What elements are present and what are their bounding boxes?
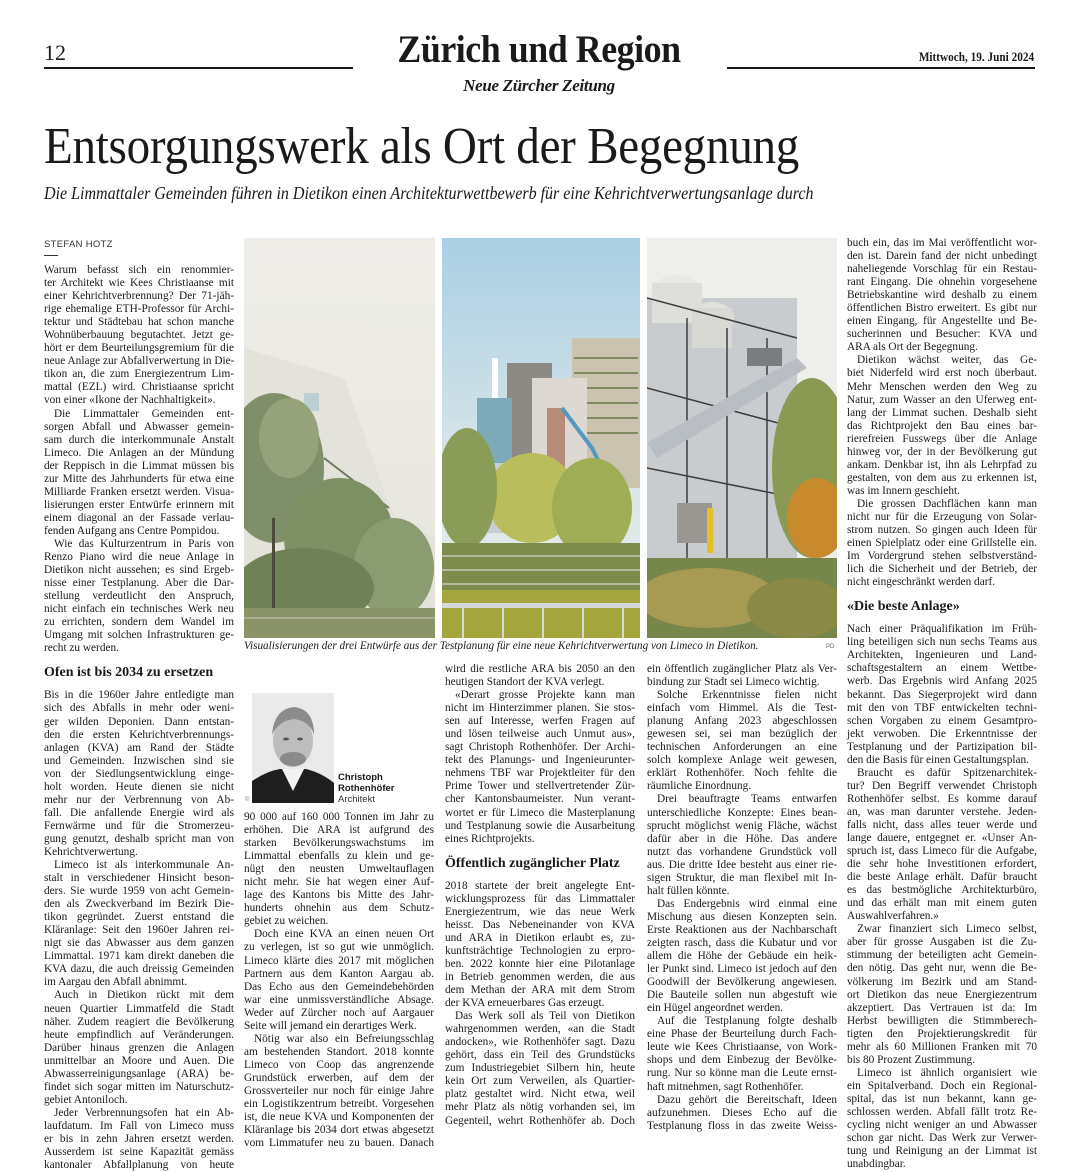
text-line: Limmattal ebenfalls zu klein und ge- <box>244 850 434 863</box>
image-caption: Visualisierungen der drei Entwürfe aus der Testplanung für eine neue Kehrichtverwertung von Limeco in Dietikon. <box>244 640 759 652</box>
text-line: neue Anlage zur Abfallverwertung in Die- <box>44 355 235 368</box>
text-line: öffentlichen Bistro erweitert. Es gibt nur <box>847 302 1037 315</box>
text-line: den ist. Darein fand der nicht unbedingt <box>847 250 1037 263</box>
text-line: Erste Reaktionen aus der Nachbarschaft <box>647 923 837 936</box>
text-line: Ausserdem ist seine Kapazität gemäss <box>44 1146 234 1159</box>
text-line: der Reppisch in die Limmat müssen bis <box>44 459 234 472</box>
text-column-1 <box>44 264 234 1172</box>
text-line: 2018 startete der breit angelegte Ent- <box>445 879 635 892</box>
text-line: 90 000 auf 160 000 Tonnen im Jahr zu <box>244 811 434 823</box>
text-line: Energiezentrum, wie das neue Werk <box>445 905 635 918</box>
text-line: anlagen (KVA) am Rand der Städte <box>44 741 234 754</box>
text-line: Rothenhöfer selbst. Es komme darauf <box>847 792 1037 805</box>
text-line: wird die restliche ARA bis 2050 an den <box>445 663 635 675</box>
text-line: gebiet zu weichen. <box>244 915 329 928</box>
text-line: Solche Erkenntnisse fielen nicht <box>657 689 837 702</box>
text-line: haft mitnehmen, sagt Rothenhöfer. <box>647 1080 804 1093</box>
text-line: wicklungsprozess für das Limmattaler <box>445 892 635 905</box>
text-line: nicht eingeschränkt werden darf. <box>847 576 996 589</box>
portrait-role: Architekt <box>338 794 375 805</box>
text-line: stellung verdeutlicht den Anspruch, <box>44 590 234 603</box>
text-line: Kläranlage: Seit den 1960er Jahren rei- <box>44 924 234 937</box>
text-line: KVA dazu, die auch dreissig Gemeinden <box>44 963 234 976</box>
text-line: Gegenteil, wehrt Rothenhöfer ab. Doch <box>445 1114 635 1127</box>
text-line: an, was man darunter verstehe. Jeden- <box>847 805 1037 818</box>
text-line: ort Dietikon das neue Energiezentrum <box>847 988 1037 1001</box>
text-line: strom nutzen. So gingen auch Ideen für <box>847 524 1037 537</box>
text-line: nicht nur für die Erzeugung von Solar- <box>847 510 1037 523</box>
text-line: nicht einfach ein technisches Werk neu <box>44 603 234 616</box>
byline-rule <box>44 255 58 256</box>
text-line: sam durch die interkommunale Anstalt <box>44 433 234 446</box>
text-line: Milliarde Franken ersetzt werden. Visua- <box>44 485 234 498</box>
text-line: war eine unmissverständliche Absage. <box>244 993 434 1006</box>
text-line: Limeco ist ähnlich organisiert wie <box>857 1066 1037 1079</box>
text-line: Herbst bewilligten die Stimmberech- <box>847 1014 1037 1027</box>
text-line: Limeco von Coop das angrenzende <box>244 1058 434 1071</box>
text-line: heisst. Das Nebeneinander von KVA <box>445 918 635 931</box>
text-line: laufdatum. Im Fall von Limeco muss <box>44 1119 234 1132</box>
subheading: Ofen ist bis 2034 zu ersetzen <box>44 665 214 681</box>
subheading: «Die beste Anlage» <box>847 599 960 615</box>
text-line: heutigen Standort der KVA verlegt. <box>445 676 605 689</box>
text-line: kunftsträchtige Technologien zu erpro- <box>445 944 635 957</box>
text-line: schen Vorgaben zu einem Gesamtpro- <box>847 714 1037 727</box>
text-line: heute empfindlich auf Veränderungen. <box>44 1028 234 1041</box>
text-line: dafür aber in die Höhe. Das andere <box>647 832 837 845</box>
text-line: einfach vom Himmel. Als die Test- <box>647 702 837 715</box>
text-line: ein öffentlich zugänglicher Platz als Ver- <box>647 663 837 675</box>
text-line: Drei beauftragte Teams entwarfen <box>657 793 837 806</box>
text-line: stimmung der beteiligten acht Gemein- <box>847 949 1037 962</box>
text-line: tigten den Projektierungskredit für <box>847 1027 1037 1040</box>
text-line: wahrgenommen werden, «an die Stadt <box>445 1023 635 1036</box>
text-line: neuen Quartier Limmatfeld die Stadt <box>44 1002 234 1015</box>
text-line: Im Vordergrund stehen selbstverständ- <box>847 550 1037 563</box>
text-line: ter Architekt wie Kees Christiaanse mit <box>44 277 234 290</box>
text-line: Zwar finanziert sich Limeco selbst, <box>857 923 1037 936</box>
text-line: rung. Nur so könne man die Leute ernst- <box>647 1067 837 1080</box>
text-line: halt füllen könnte. <box>647 884 730 897</box>
text-line: Testplanung und der Partizipation bil- <box>847 740 1037 753</box>
text-line: ein Hügel angeordnet werden. <box>647 1002 784 1015</box>
text-line: «Derart grosse Projekte kann man <box>455 689 635 702</box>
text-line: allem die Höhe der Gebäude ein heik- <box>647 950 837 963</box>
text-line: recht zu werden. <box>44 642 119 655</box>
text-line: den als Zweckverband im Bezirk Die- <box>44 898 234 911</box>
text-line: leute wie Kees Christiaanse, von Work- <box>647 1041 837 1054</box>
text-line: Grundstück erwerben, auf dem der <box>244 1071 434 1084</box>
text-line: sprucht möglichst wenig Fläche, wächst <box>647 819 837 832</box>
text-line: shops und dem Einbezug der Bevölke- <box>647 1054 837 1067</box>
text-line: einen Spielplatz oder eine Grillstelle ein. <box>847 537 1037 550</box>
visualization-panel-1 <box>244 238 435 638</box>
text-line: mehr als 60 Millionen Franken mit 70 <box>847 1040 1037 1053</box>
text-line: mehr nur der Verbrennung von Ab- <box>44 793 234 806</box>
text-line: vom Limmatufer neu zu bauen. Danach <box>244 1137 434 1150</box>
text-line: Die grossen Dachflächen kann man <box>857 497 1037 510</box>
text-line: Bis in die 1960er Jahre entledigte man <box>44 689 234 702</box>
text-line: Mischung aus diesen Konzepten sein. <box>647 910 837 923</box>
text-line: gebiet Antoniloch. <box>44 1093 128 1106</box>
text-line: nigt sie das Abwasser aus dem ganzen <box>44 937 234 950</box>
text-line: sorgen Abfall und Abwasser gemein- <box>44 420 234 433</box>
text-line: planung Anfang 2023 abgeschlossen <box>647 715 837 728</box>
text-line: von einer «Ikone der Nachhaltigkeit». <box>44 394 216 407</box>
text-line: Auch in Dietikon rückt mit dem <box>54 989 234 1002</box>
text-line: hinweg vor, der in der Bevölkerung gut <box>847 445 1037 458</box>
text-line: Die Limmattaler Gemeinden ent- <box>54 407 234 420</box>
text-line: Renzo Piano wird die neue Anlage in <box>44 551 234 564</box>
text-line: Dietikon nicht aussehen; es sind Ergeb- <box>44 564 234 577</box>
text-line: sagt Christoph Rothenhöfer. Der Archi- <box>445 741 635 754</box>
text-line: Jeder Verbrennungsofen hat ein Ab- <box>54 1106 234 1119</box>
text-line: Doch eine KVA an einen neuen Ort <box>254 928 434 941</box>
text-line: lisierungen erster Entwürfe erinnern mit <box>44 498 234 511</box>
text-line: am bestehenden Standort. 2018 konnte <box>244 1045 434 1058</box>
text-line: und Testplanung sowie die Ausarbeitung <box>445 819 635 832</box>
text-line: spruch ist, dass Limeco für die Aufgabe, <box>847 845 1037 858</box>
image-credit: PD <box>826 644 835 650</box>
text-line: solch komplexe Anlage weit gewesen, <box>647 754 837 767</box>
text-line: Wohnüberbauung begutachtet. Jetzt ge- <box>44 329 234 342</box>
text-line: Testplanung floss in das zweite Weiss- <box>647 1119 837 1132</box>
text-line: was im Innern geschieht. <box>847 484 960 497</box>
text-line: sigen Struktur, die man flexibel mit In- <box>647 871 837 884</box>
text-line: nehmens TBF war Projektleiter für den <box>445 767 635 780</box>
text-line: schlossen werden. Abfall fällt trotz Re- <box>847 1106 1037 1118</box>
text-line: bis 80 Prozent Zustimmung. <box>847 1053 976 1066</box>
text-line: einen Eingang, für Angestellte und Be- <box>847 315 1037 328</box>
text-line: der KVA erneuerbares Gas erzeugt. <box>445 997 605 1010</box>
text-line: Nach einer Präqualifikation im Früh- <box>847 623 1037 636</box>
text-line: nisse einer Testplanung. Aber die Dar- <box>44 577 234 590</box>
text-line: sucherinnen und Besucher: KVA und <box>847 328 1037 341</box>
text-line: ger wilden Deponien. Dann entstan- <box>44 715 234 728</box>
text-line: unmittelbar an Moore und Auen. Die <box>44 1054 234 1067</box>
text-line: fenden Aufgang ans Centre Pompidou. <box>44 524 220 537</box>
text-line: ders. Sie wurde 1959 von acht Gemein- <box>44 885 234 898</box>
text-line: holt worden. Heute dienen sie nicht <box>44 780 234 793</box>
text-line: jekt verwoben. Die Erkenntnisse der <box>847 727 1037 740</box>
text-line: fall. Die anfallende Energie wird als <box>44 806 234 819</box>
text-line: bekannt. Das Siegerprojekt wird dann <box>847 688 1037 701</box>
text-line: gehört, dass ein Teil des Grundstücks <box>445 1049 635 1062</box>
text-line: biet Niderfeld wird erst noch überbaut. <box>847 367 1037 380</box>
text-line: dem Methan der ARA mit dem Strom <box>445 984 635 997</box>
text-line: Nötig war also ein Befreiungsschlag <box>254 1032 434 1045</box>
text-line: völkerung im Bezirk und am Stand- <box>847 975 1037 988</box>
text-line: im Aargau den Abfall abnimmt. <box>44 976 188 989</box>
text-line: aufzunehmen. Dieses Echo auf die <box>647 1106 837 1119</box>
text-line: aber für grosse Ausgaben ist die Zu- <box>847 936 1037 949</box>
visualization-panel-3 <box>647 238 837 638</box>
text-line: erklärt Rothenhöfer. Noch fehlte die <box>647 767 837 780</box>
article-headline: Entsorgungswerk als Ort der Begegnung <box>44 118 799 175</box>
text-line: gewesen sei, sei man bezüglich der <box>647 728 837 741</box>
text-line: naheliegende Vorschlag für ein Restau- <box>847 263 1037 276</box>
text-line: näher. Zudem reagiert die Bevölkerung <box>44 1015 234 1028</box>
text-line: Das Echo aus den Gemeindebehörden <box>244 980 434 993</box>
text-line: Kehrichtverwertung. <box>44 845 138 858</box>
text-line: gestalten, von dem aus zu erkennen ist, <box>847 471 1037 484</box>
visualization-panel-2 <box>442 238 640 638</box>
text-line: nicht im Hinterzimmer planen. Sie stos- <box>445 702 635 715</box>
text-line: stalt in verschiedener Hinsicht beson- <box>44 872 234 885</box>
text-line: schon gar nicht. Das Werk zur Verwer- <box>847 1132 1037 1145</box>
text-line: Natur, zum Wasser an den Uferweg ent- <box>847 393 1037 406</box>
text-line: ankam. Denkbar ist, ihn als Lehrpfad zu <box>847 458 1037 471</box>
text-line: akzeptiert. Das Vertrauen ist da: Im <box>847 1001 1037 1014</box>
text-column-4 <box>647 663 837 1133</box>
text-line: Dietikon wächst weiter, das Ge- <box>857 354 1037 367</box>
text-line: Darüber hinaus grenzen die Anlagen <box>44 1041 234 1054</box>
portrait-name-last: Rothenhöfer <box>338 783 395 794</box>
article-lead: Die Limmattaler Gemeinden führen in Dietikon einen Architekturwettbewerb für eine Kehrichtverwertungsanlage durch <box>44 183 814 203</box>
text-line: einem diagonal an der Fassade verlau- <box>44 511 234 524</box>
text-line: zum Industriegebiet Silbern hin, heute <box>445 1062 635 1075</box>
text-line: Seite will jemand ein derartiges Werk. <box>244 1019 417 1032</box>
portrait-name <box>338 772 394 794</box>
issue-date: Mittwoch, 19. Juni 2024 <box>918 50 1034 64</box>
text-line: Partnern aus dem Kanton Aargau ab. <box>244 967 434 980</box>
text-line: räumliche Einordnung. <box>647 780 752 793</box>
text-line: Auf die Testplanung folgte deshalb <box>657 1015 837 1028</box>
text-line: unabdingbar. <box>847 1158 906 1171</box>
text-line: ist, die neue KVA und Komponenten der <box>244 1111 434 1124</box>
text-line: Architekten, Ingenieuren und Land- <box>847 649 1037 662</box>
text-line: rige ehemalige ETH-Professor für Archi- <box>44 303 234 316</box>
text-line: und lösen teilweise auch Unmut aus», <box>445 728 635 741</box>
text-line: kantonaler Abfallplanung von heute <box>44 1159 234 1172</box>
text-line: Das Werk soll als Teil von Dietikon <box>455 1010 635 1023</box>
text-line: ling beteiligen sich nun sechs Teams aus <box>847 636 1037 649</box>
text-line: und das erhält man mit einem guten <box>847 897 1037 910</box>
text-line: mit den von TBF entwickelten techni- <box>847 701 1037 714</box>
text-line: lich die Sicherheit und der Betrieb, der <box>847 563 1037 576</box>
text-line: wortet er für Limeco die Masterplanung <box>445 806 635 819</box>
text-line: den die ersten Kehrichtverbrennungs- <box>44 728 234 741</box>
text-line: ein Logistikzentrum betreibt. Vorgesehen <box>244 1098 434 1111</box>
text-line: lage des Kantons bis Mitte des Jahr- <box>244 889 434 902</box>
text-line: Warum befasst sich ein renommier- <box>44 264 234 276</box>
text-line: schaftsgestaltern an einem Wettbe- <box>847 662 1037 675</box>
text-line: tur? Den Begriff verwendet Christoph <box>847 779 1037 792</box>
text-line: in Betrieb genommen werden, die aus <box>445 970 635 983</box>
text-line: unterschiedliche Konzepte: Eines bean- <box>647 806 837 819</box>
text-line: Kläranlage bis 2034 dort etwas abgesetzt <box>244 1124 434 1137</box>
text-line: Grossverteiler nur noch für einige Jahre <box>244 1084 434 1097</box>
text-line: eine Phase der Beurteilung durch Fach- <box>647 1028 837 1041</box>
text-line: nicht mehr. Sie hat wegen einer Auf- <box>244 876 434 889</box>
text-line: erhöhen. Die ARA ist aufgrund des <box>244 824 434 837</box>
text-line: platz gestaltet wird. Nicht etwa, weil <box>445 1088 635 1101</box>
text-line: die beste Anlage erhält. Dafür braucht <box>847 871 1037 884</box>
text-line: Auswahlverfahren.» <box>847 910 939 923</box>
text-line: rant Eingang. Die ohnehin vorgesehene <box>847 276 1037 289</box>
text-line: Limmattal. 1971 kam direkt daneben die <box>44 950 234 963</box>
text-line: Goodwill der Bevölkerung angewiesen. <box>647 976 837 989</box>
text-line: von der Siedlungsentwicklung einge- <box>44 767 234 780</box>
text-line: Fernwärme und für die Stromerzeu- <box>44 819 234 832</box>
text-line: Abwasserreinigungsanlage (ARA) be- <box>44 1067 234 1080</box>
text-column-3 <box>445 663 635 1128</box>
text-line: Prime Tower und stellvertretender Zür- <box>445 780 635 793</box>
portrait-credit: © <box>245 797 250 803</box>
text-line: hört er dem Beurteilungsgremium für die <box>44 342 234 355</box>
text-line: und ARA in Dietikon erlaubt es, zu- <box>445 931 635 944</box>
author-byline: STEFAN HOTZ <box>44 239 113 250</box>
subheading: Öffentlich zugänglicher Platz <box>445 855 620 871</box>
text-line: zeigten rasch, dass die Kubatur und vor <box>647 936 837 949</box>
text-column-2 <box>244 811 434 1150</box>
text-line: mattal (EZL) wird. Christiaanse spricht <box>44 381 234 394</box>
text-line: nügt den neusten Umweltauflagen <box>244 863 434 876</box>
text-line: tikon gegründet. Zuerst entstand die <box>44 911 234 924</box>
text-line: rierefreien Fusswegs über die Anlage <box>847 432 1037 445</box>
text-line: gung genutzt, deshalb spricht man von <box>44 832 234 845</box>
text-line: ein Spitalverband. Doch ein Regional- <box>847 1079 1037 1092</box>
text-line: Umgang mit solchen Infrastrukturen ge- <box>44 629 234 642</box>
portrait-name-first: Christoph <box>338 772 383 783</box>
text-line: das Richtprojekt den Bau eines bar- <box>847 419 1037 432</box>
text-line: tektur und Städtebau hat schon manche <box>44 316 234 329</box>
text-line: cher Kantonsbaumeister. Nun verant- <box>445 793 635 806</box>
text-line: cycling nicht weniger an und Abwasser <box>847 1119 1037 1132</box>
text-line: ben. 2022 konnte hier eine Pilotanlage <box>445 957 635 970</box>
text-line: den die Basis für einen Gestaltungsplan. <box>847 753 1029 766</box>
text-line: Das Endergebnis wird einmal eine <box>657 897 837 910</box>
text-line: buch ein, das im Mai veröffentlicht wor- <box>847 237 1037 249</box>
text-column-5 <box>847 237 1037 1171</box>
page-number: 12 <box>44 40 66 65</box>
text-line: Limeco klärte dies 2017 mit möglichen <box>244 954 434 967</box>
text-line: Limeco ist als interkommunale An- <box>54 859 234 872</box>
text-line: starken Bevölkerungswachstums im <box>244 837 434 850</box>
text-line: findet sich sogar mitten im Naturschutz- <box>44 1080 234 1093</box>
text-line: eines Richtprojekts. <box>445 832 535 845</box>
text-line: er bis in zehn Jahren ersetzt werden. <box>44 1133 234 1145</box>
text-line: Wie das Kulturzentrum in Paris von <box>54 537 234 550</box>
text-line: mehr Platz als nötig vorhanden sei, im <box>445 1101 635 1114</box>
text-line: und Gemeinden. Inzwischen sind sie <box>44 754 234 767</box>
text-line: andocken», wie Rothenhöfer sagt. Dazu <box>445 1036 635 1049</box>
portrait-photo <box>252 693 334 803</box>
text-line: Limeco. Die Anlagen an der Mündung <box>44 446 234 459</box>
text-line: Die Bauteile sollen nun abgestuft wie <box>647 989 837 1002</box>
text-line: die sehr hohe Investitionen erfordert, <box>847 858 1037 871</box>
text-line: falls nicht, dass alles teuer werde und <box>847 818 1037 831</box>
text-line: tung und Reinigung an der Limmat ist <box>847 1145 1037 1158</box>
text-line: kein Ort zum Verweilen, als Quartier- <box>445 1075 635 1088</box>
text-line: Mehr Menschen werden den Weg zu <box>847 380 1037 393</box>
section-title: Zürich und Region <box>397 28 681 71</box>
text-line: lang der Limmat suchen. Deshalb sieht <box>847 406 1037 419</box>
text-line: spital, das ist nun bekannt, kann ge- <box>847 1092 1037 1105</box>
text-line: ARA als Ort der Begegnung. <box>847 341 978 354</box>
text-line: Braucht es dafür Spitzenarchitek- <box>857 766 1037 779</box>
text-line: technischen Anforderungen an eine <box>647 741 837 754</box>
text-line: sich des Abfalls in mehr oder weni- <box>44 702 234 715</box>
text-line: den nötig. Das geht nur, wenn die Be- <box>847 962 1037 975</box>
text-line: Dazu gehört die Bereitschaft, Ideen <box>657 1093 837 1106</box>
text-line: zu errichten, sondern dem Wandel im <box>44 616 234 629</box>
text-line: es das bestmögliche Architekturbüro, <box>847 884 1037 897</box>
text-line: Betriebskantine wird deshalb zu einem <box>847 289 1037 302</box>
masthead-logo: Neue Zürcher Zeitung <box>463 76 615 95</box>
text-line: bindung zur Stadt sei Limeco wichtig. <box>647 676 820 689</box>
text-line: zu verlegen, ist so gut wie unmöglich. <box>244 941 434 954</box>
text-line: tekt des Planungs- und Ingenieurunter- <box>445 754 635 767</box>
text-line: Weder auf Zürcher noch auf Aargauer <box>244 1006 434 1019</box>
text-line: werb. Das Ergebnis wird Anfang 2025 <box>847 675 1037 688</box>
text-line: zur Mitte des Jahrhunderts für etwa eine <box>44 472 234 485</box>
text-line: nutzt das vorhandene Grundstück voll <box>647 845 837 858</box>
text-line: aus. Die dritte Idee besteht aus einer rie- <box>647 858 837 871</box>
text-line: ler Punkt sind. Limeco ist jedoch auf den <box>647 963 837 976</box>
text-line: einer Kehrichtverbrennung? Der 71-jäh- <box>44 290 234 303</box>
text-line: lange dauere, entgegnet er. «Unser An- <box>847 832 1037 845</box>
text-line: hunderts ohnehin aus dem Schutz- <box>244 902 434 915</box>
text-line: tikon an, die zum Energiezentrum Lim- <box>44 368 234 381</box>
text-line: sen auf Interesse, werfen Fragen auf <box>445 715 635 728</box>
